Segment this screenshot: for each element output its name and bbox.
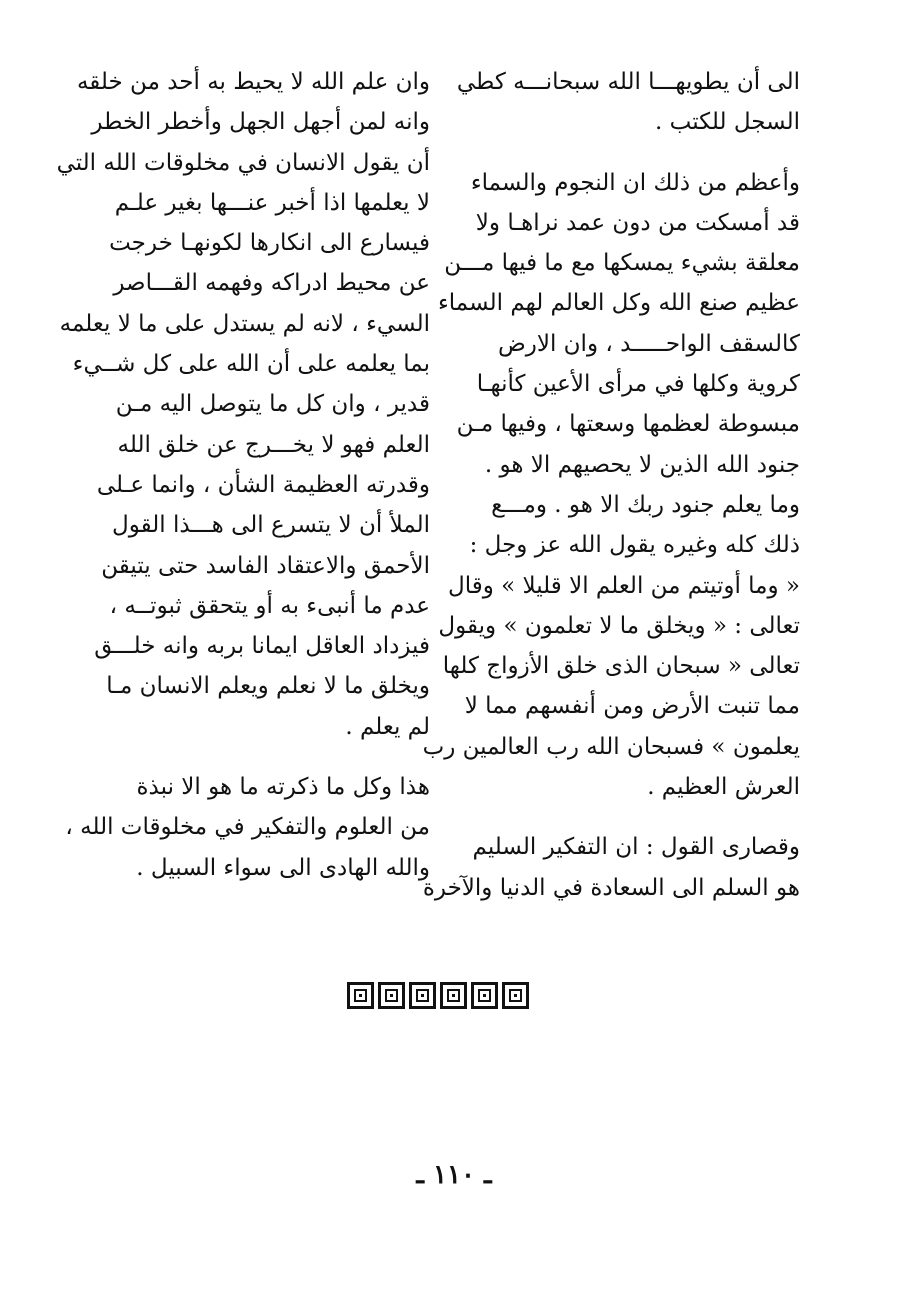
text-line: وانه لمن أجهل الجهل وأخطر الخطر [91, 109, 430, 136]
text-line: جنود الله الذين لا يحصيهم الا هو . [484, 451, 800, 478]
text-line: السجل للكتب . [655, 109, 800, 136]
text-line: ويخلق ما لا نعلم ويعلم الانسان مـا [106, 673, 430, 700]
text-line: كروية وكلها في مرأى الأعين كأنهـا [476, 371, 800, 398]
text-line: كالسقف الواحـــــد ، وان الارض [497, 330, 800, 357]
text-line: فيسارع الى انكارها لكونهـا خرجت [109, 230, 430, 257]
text-line: وأعظم من ذلك ان النجوم والسماء [470, 169, 800, 196]
page-number: ـ ١١٠ ـ [416, 1160, 492, 1190]
text-line: قد أمسكت من دون عمد نراهـا ولا [475, 209, 800, 236]
paragraph-gap [100, 747, 430, 767]
square-meander-ornament-icon [440, 982, 467, 1009]
square-meander-ornament-icon [378, 982, 405, 1009]
text-line: السيء ، لانه لم يستدل على ما لا يعلمه [59, 310, 430, 337]
text-line: مبسوطة لعظمها وسعتها ، وفيها مـن [456, 411, 800, 438]
text-line: فيزداد العاقل ايمانا بربه وانه خلـــق [94, 633, 430, 660]
text-line: العلم فهو لا يخـــرج عن خلق الله [117, 431, 430, 458]
text-line: يعلمون » فسبحان الله رب العالمين رب [422, 733, 800, 760]
text-line: عن محيط ادراكه وفهمه القـــاصر [113, 270, 430, 297]
text-line: لم يعلم . [345, 713, 430, 740]
text-column-left [56, 62, 430, 888]
text-line: معلقة بشيء يمسكها مع ما فيها مـــن [444, 250, 800, 277]
paragraph-gap [470, 807, 800, 827]
text-line: وقصارى القول : ان التفكير السليم [472, 834, 800, 861]
text-line: الأحمق والاعتقاد الفاسد حتى يتيقن [101, 552, 430, 579]
text-line: « وما أوتيتم من العلم الا قليلا » وقال [448, 572, 800, 599]
square-meander-ornament-icon [347, 982, 374, 1009]
square-meander-ornament-icon [502, 982, 529, 1009]
text-column-right [422, 62, 800, 908]
text-line: العرش العظيم . [647, 774, 800, 801]
text-line: لا يعلمها اذا أخبر عنـــها بغير علـم [114, 189, 430, 216]
text-line: هو السلم الى السعادة في الدنيا والآخرة [422, 874, 800, 901]
text-line: من العلوم والتفكير في مخلوقات الله ، [65, 814, 430, 841]
text-line: ذلك كله وغيره يقول الله عز وجل : [469, 532, 800, 559]
text-line: عدم ما أنبىء به أو يتحقق ثبوتــه ، [109, 592, 430, 619]
text-line: الملأ أن لا يتسرع الى هـــذا القول [112, 512, 430, 539]
square-meander-ornament-icon [471, 982, 498, 1009]
square-meander-ornament-icon [409, 982, 436, 1009]
text-line: تعالى « سبحان الذى خلق الأزواج كلها [442, 653, 800, 680]
text-line: وما يعلم جنود ربك الا هو . ومـــع [491, 491, 800, 518]
text-line: وان علم الله لا يحيط به أحد من خلقه [76, 69, 430, 95]
text-line: مما تنبت الأرض ومن أنفسهم مما لا [464, 693, 800, 720]
text-line: هذا وكل ما ذكرته ما هو الا نبذة [136, 774, 430, 801]
text-line: قدير ، وان كل ما يتوصل اليه مـن [115, 391, 430, 418]
text-line: وقدرته العظيمة الشأن ، وانما عـلى [96, 471, 430, 498]
ornament-divider [347, 982, 529, 1009]
text-line: عظيم صنع الله وكل العالم لهم السماء [437, 290, 800, 317]
text-line: والله الهادى الى سواء السبيل . [136, 854, 430, 881]
text-line: أن يقول الانسان في مخلوقات الله التي [56, 149, 430, 176]
text-line: بما يعلمه على أن الله على كل شــيء [72, 351, 430, 378]
text-line: الى أن يطويهـــا الله سبحانـــه كطي [456, 69, 800, 95]
text-line: تعالى : « ويخلق ما لا تعلمون » ويقول [438, 612, 800, 639]
paragraph-gap [470, 143, 800, 163]
